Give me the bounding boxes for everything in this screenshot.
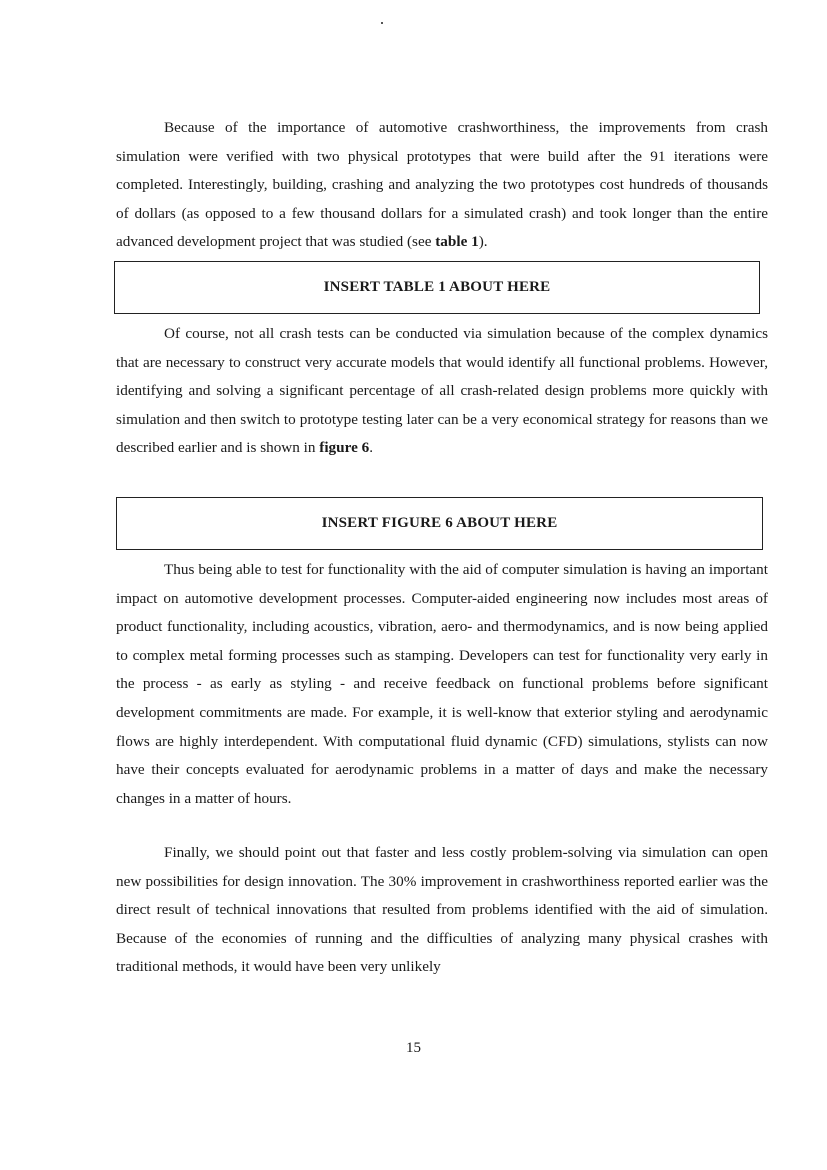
paragraph-4-text: Finally, we should point out that faster and less costly problem-solving via simulation can open new possibilities for design innovation. The 30% improvement in crashworthiness reported earlier was the direct result of technical innovations that resulted from problems identified with the aid of simulation. Because of the economies of running and the difficulties of analyzing many physical crashes with traditional methods, it would have been very unlikely bbox=[116, 844, 768, 976]
paragraph-3-text: Thus being able to test for functionality with the aid of computer simulation is having an important impact on automotive development processes. Computer-aided engineering now includes most areas of product functionality, including acoustics, vibration, aero- and thermodynamics, and is now being applied to complex metal forming processes such as stamping. Developers can test for functionality very early in the process - as early as styling - and receive feedback on functional problems before significant development commitments are made. For example, it is well-know that exterior styling and aerodynamic flows are highly interdependent. With computational fluid dynamic (CFD) simulations, stylists can now have their concepts evaluated for aerodynamic problems in a matter of days and make the necessary changes in a matter of hours. bbox=[116, 561, 768, 807]
paragraph-functionality bbox=[116, 556, 768, 813]
page-number: 15 bbox=[406, 1040, 421, 1056]
paragraph-2-tail: . bbox=[369, 439, 373, 457]
paragraph-crash-tests bbox=[116, 320, 768, 463]
paragraph-innovation bbox=[116, 839, 768, 982]
insert-table-label: INSERT TABLE 1 ABOUT HERE bbox=[323, 279, 551, 295]
insert-figure-placeholder bbox=[116, 497, 763, 550]
paragraph-1-tail: ). bbox=[478, 233, 488, 251]
scan-speck bbox=[381, 22, 383, 24]
paragraph-2-text: Of course, not all crash tests can be conducted via simulation because of the complex dynamics that are necessary to construct very accurate models that would identify all functional problems. However, identifying and solving a significant percentage of all crash-related design problems more quickly with simulation and then switch to prototype testing later can be a very economical strategy for reasons than we described earlier and is shown in bbox=[116, 325, 768, 457]
figure-6-reference: figure 6 bbox=[319, 439, 370, 457]
insert-table-placeholder bbox=[114, 261, 760, 314]
insert-figure-label: INSERT FIGURE 6 ABOUT HERE bbox=[321, 515, 558, 531]
paragraph-crash-simulation bbox=[116, 114, 768, 257]
table-1-reference: table 1 bbox=[435, 233, 479, 251]
paragraph-1-text: Because of the importance of automotive crashworthiness, the improvements from crash simulation were verified with two physical prototypes that were build after the 91 iterations were completed. Interestingly, building, crashing and analyzing the two prototypes cost hundreds of thousands of dollars (as opposed to a few thousand dollars for a simulated crash) and took longer than the entire advanced development project that was studied (see bbox=[116, 119, 768, 251]
